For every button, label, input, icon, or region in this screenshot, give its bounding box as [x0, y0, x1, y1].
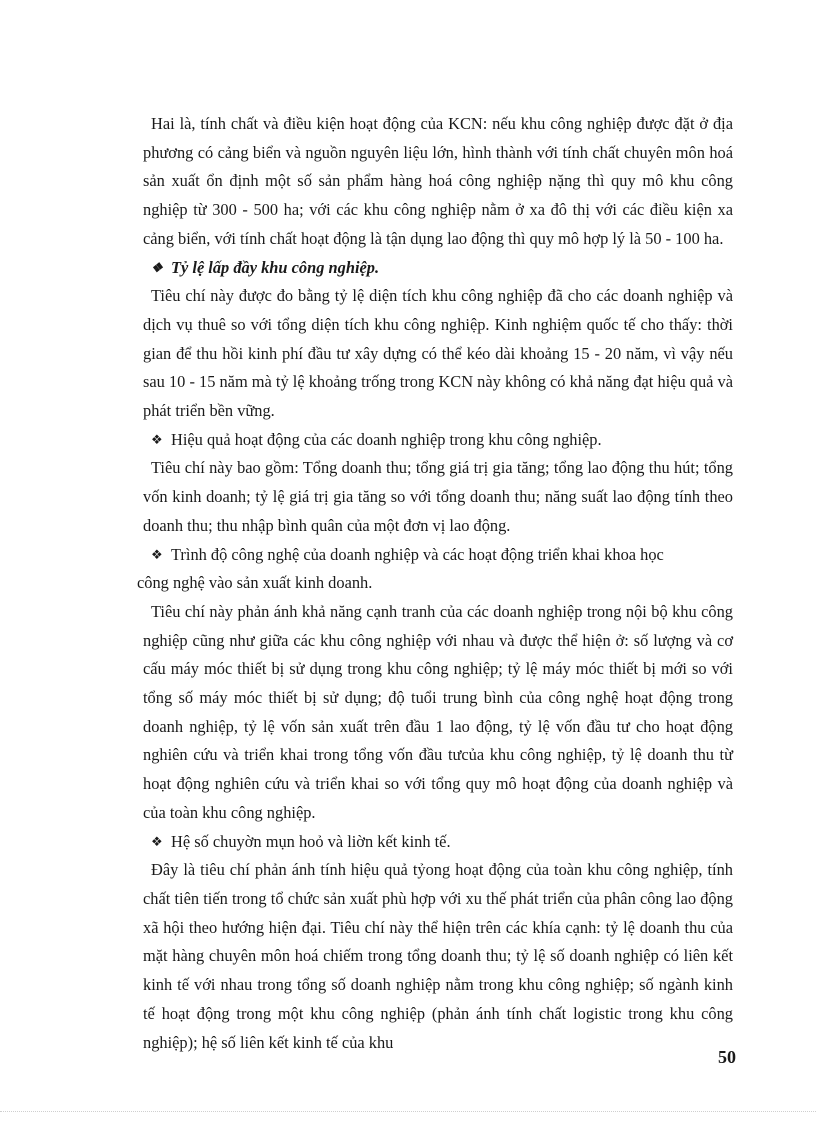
- paragraph-specialization: Đây là tiêu chí phản ánh tính hiệu quả tỷong hoạt động của toàn khu công nghiệp, tính chất tiên tiến trong tổ chức sản xuất phù hợp với xu thế phát triển của phân công lao động xã hội theo hướng hiện đại. Tiêu chí này thể hiện trên các khía cạnh: tỷ lệ doanh thu của mặt hàng chuyên môn hoá chiếm trong tổng doanh thu; tỷ lệ số doanh nghiệp có liên kết kinh tế với nhau trong tổng số doanh nghiệp nằm trong khu công nghiệp; số ngành kinh tế hoạt động trong một khu công nghiệp (phản ánh tính chất logistic trong khu công nghiệp); hệ số liên kết kinh tế của khu: [143, 860, 733, 1052]
- paragraph-business-efficiency: Tiêu chí này bao gồm: Tổng doanh thu; tổng giá trị gia tăng; tổng lao động thu hút; tổng vốn kinh doanh; tỷ lệ giá trị gia tăng so với tổng doanh thu; năng suất lao động tính theo doanh thu; thu nhập bình quân của một đơn vị lao động.: [143, 458, 733, 535]
- heading-text: Tỷ lệ lấp đầy khu công nghiệp.: [171, 257, 380, 277]
- paragraph-occupancy-rate: Tiêu chí này được đo bằng tỷ lệ diện tích khu công nghiệp đã cho các doanh nghiệp và dịch vụ thuê so với tổng diện tích khu công nghiệp. Kinh nghiệm quốc tế cho thấy: thời gian để thu hồi kinh phí đầu tư xây dựng có thể kéo dài khoảng 15 - 20 năm, vì vậy nếu sau 10 - 15 năm mà tỷ lệ khoảng trống trong KCN này không có khả năng đạt hiệu quả và phát triển bền vững.: [143, 286, 733, 421]
- heading-business-efficiency: [143, 426, 733, 455]
- heading-text: Hiệu quả hoạt động của các doanh nghiệp trong khu công nghiệp.: [171, 429, 602, 449]
- paragraph-technology-level: Tiêu chí này phản ánh khả năng cạnh tranh của các doanh nghiệp trong nội bộ khu công nghiệp cũng như giữa các khu công nghiệp với nhau và được thể hiện ở: số lượng và cơ cấu máy móc thiết bị sử dụng trong khu công nghiệp; tỷ lệ máy móc thiết bị mới so với tổng số máy móc thiết bị sử dụng; độ tuổi trung bình của công nghệ hoạt động trong doanh nghiệp, tỷ lệ vốn sản xuất trên đầu 1 lao động, tỷ lệ vốn đầu tư cho hoạt động nghiên cứu và triển khai trong tổng vốn đầu tưcủa khu công nghiệp, tỷ lệ doanh thu từ hoạt động nghiên cứu và triển khai so với tổng quy mô hoạt động của doanh nghiệp và của toàn khu công nghiệp.: [143, 601, 733, 822]
- heading-specialization: [143, 828, 733, 857]
- paragraph-industrial-zone-scale: Hai là, tính chất và điều kiện hoạt động của KCN: nếu khu công nghiệp được đặt ở địa phương có cảng biển và nguồn nguyên liệu lớn, hình thành với tính chất chuyên môn hoá sản xuất ổn định một số sản phẩm hàng hoá công nghiệp nặng thì quy mô khu công nghiệp từ 300 - 500 ha; với các khu công nghiệp nằm ở xa đô thị với các điều kiện xa cảng biển, với tính chất hoạt động là tận dụng lao động thì quy mô hợp lý là 50 - 100 ha.: [143, 114, 733, 248]
- page-body: [137, 110, 733, 1057]
- heading-text: Trình độ công nghệ của doanh nghiệp và các hoạt động triển khai khoa học: [171, 544, 664, 564]
- diamond-bullet-icon: ❖: [151, 833, 163, 849]
- diamond-bullet-icon: ❖: [151, 259, 163, 275]
- heading-text-continued: công nghệ vào sản xuất kinh doanh.: [137, 573, 373, 593]
- heading-technology-level: [137, 541, 733, 598]
- heading-text: Hệ số chuyờn mụn hoỏ và liờn kết kinh tế.: [171, 831, 451, 851]
- page-number: 50: [718, 1047, 736, 1067]
- bottom-rule: [0, 1111, 816, 1112]
- diamond-bullet-icon: ❖: [151, 546, 163, 562]
- heading-occupancy-rate: [143, 254, 733, 283]
- diamond-bullet-icon: ❖: [151, 431, 163, 447]
